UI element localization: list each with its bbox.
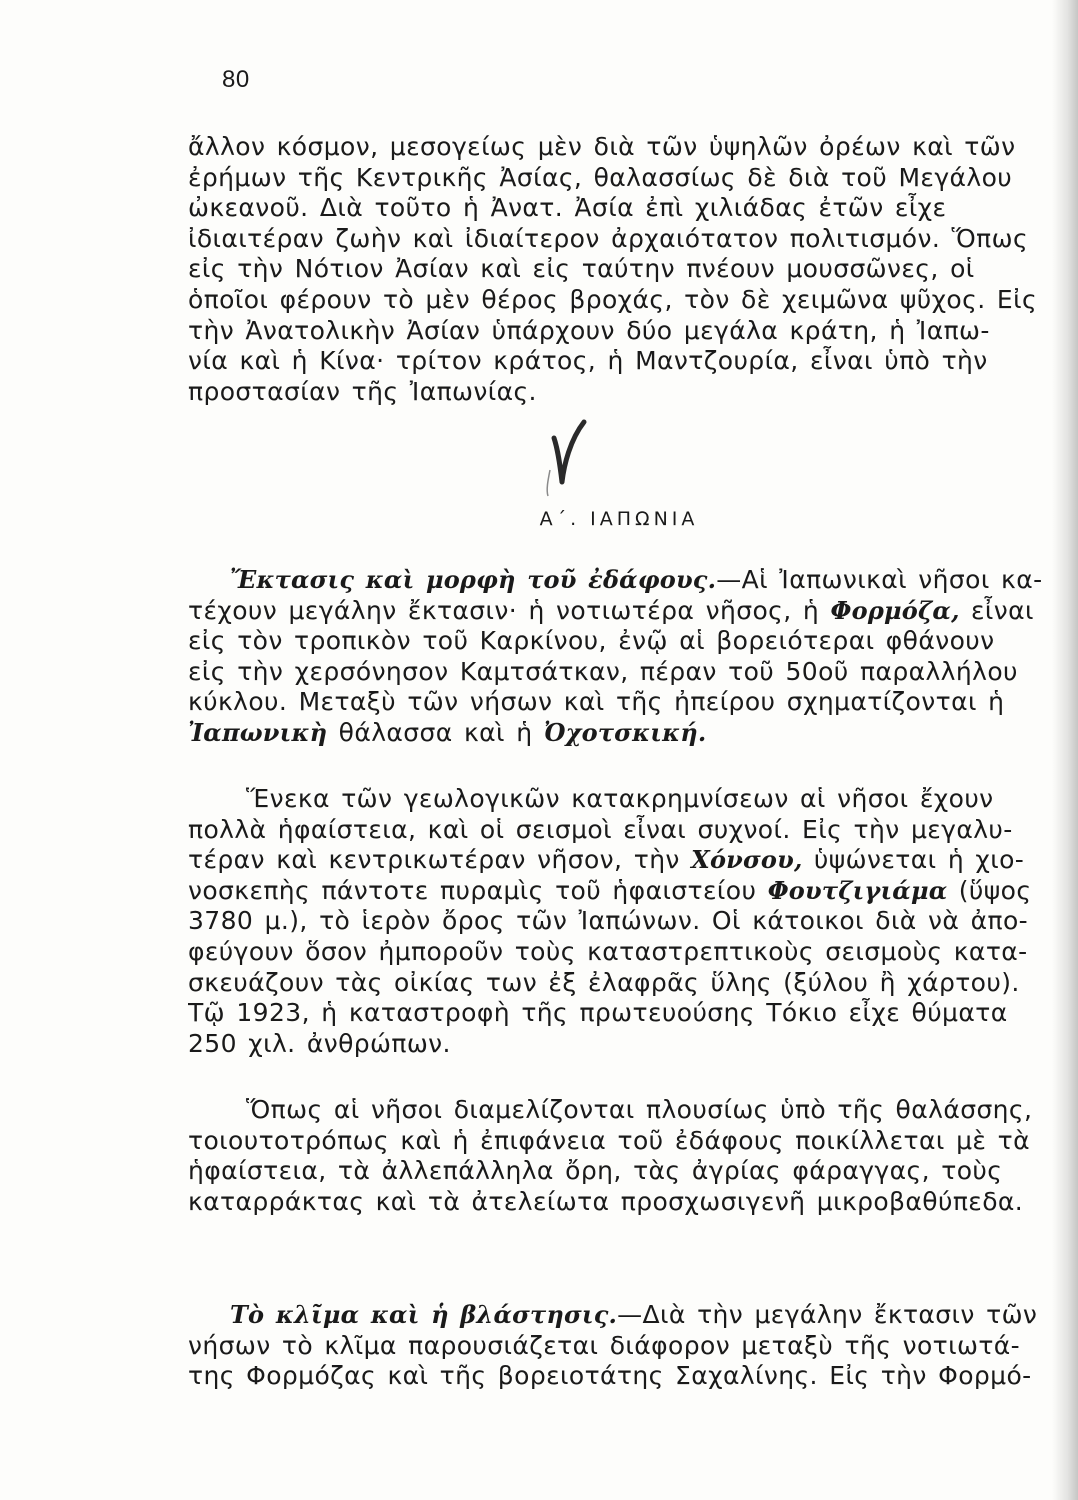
place-name: Ἰαπωνικὴ bbox=[188, 717, 328, 747]
text-line: τὴν Ἀνατολικὴν Ἀσίαν ὑπάρχουν δύο μεγάλα κράτη, ἡ Ἰαπω- bbox=[188, 315, 990, 345]
text-span: τέραν καὶ κεντρικωτέραν νῆσον, τὴν bbox=[188, 845, 692, 875]
text-line: τοιουτοτρόπως καὶ ἡ ἐπιφάνεια τοῦ ἐδάφους ποικίλλεται μὲ τὰ bbox=[188, 1125, 1030, 1155]
text-line: ἡφαίστεια, τὰ ἀλλεπάλληλα ὄρη, τὰς ἀγρίας φάραγγας, τοὺς bbox=[188, 1156, 1003, 1186]
text-line: 3780 μ.), τὸ ἱερὸν ὄρος τῶν Ἰαπώνων. Οἱ κάτοικοι διὰ νὰ ἀπο- bbox=[188, 906, 1029, 936]
text-line bbox=[188, 596, 1046, 627]
text-line: σκευάζουν τὰς οἰκίας των ἐξ ἐλαφρᾶς ὕλης (ξύλου ἢ χάρτου). bbox=[188, 967, 1020, 997]
text-line bbox=[188, 565, 1046, 596]
place-name: Χόνσου, bbox=[691, 845, 803, 875]
text-span: νοσκεπὴς πάντοτε πυραμὶς τοῦ ἡφαιστείου bbox=[188, 875, 768, 905]
paragraph-climate bbox=[188, 1300, 1046, 1392]
text-line: ἰδιαιτέραν ζωὴν καὶ ἰδιαίτερον ἀρχαιότατον πολιτισμόν. Ὅπως bbox=[188, 223, 1029, 253]
text-line: ἐρήμων τῆς Κεντρικῆς Ἀσίας, θαλασσίως δὲ διὰ τοῦ Μεγάλου bbox=[188, 162, 1013, 192]
pencil-checkmark-icon bbox=[534, 410, 594, 500]
text-span: ὑψώνεται ἡ χιο- bbox=[802, 845, 1025, 875]
text-line bbox=[188, 1300, 1046, 1331]
text-line: ὁποῖοι φέρουν τὸ μὲν θέρος βροχάς, τὸν δὲ χειμῶνα ψῦχος. Εἰς bbox=[188, 284, 1038, 314]
text-line: προστασίαν τῆς Ἰαπωνίας. bbox=[188, 376, 537, 406]
place-name: Ὀχοτσκική. bbox=[543, 717, 707, 747]
subsection-heading: Ἔκτασις καὶ μορφὴ τοῦ ἐδάφους. bbox=[230, 565, 717, 594]
text-line: καταρράκτας καὶ τὰ ἀτελείωτα προσχωσιγενῆ μικροβαθύπεδα. bbox=[188, 1186, 1024, 1216]
text-line: της Φορμόζας καὶ τῆς βορειοτάτης Σαχαλίνης. Εἰς τὴν Φορμό- bbox=[188, 1361, 1032, 1391]
text-line: νία καὶ ἡ Κίνα· τρίτον κράτος, ἡ Μαντζουρία, εἶναι ὑπὸ τὴν bbox=[188, 346, 988, 376]
text-line: κύκλου. Μεταξὺ τῶν νήσων καὶ τῆς ἠπείρου σχηματίζονται ἡ bbox=[188, 687, 1005, 717]
text-line bbox=[188, 876, 1046, 907]
paragraph-volcanoes bbox=[188, 784, 1046, 1059]
page-number: 80 bbox=[222, 66, 250, 93]
text-line: φεύγουν ὅσον ἠμποροῦν τοὺς καταστρεπτικοὺς σεισμοὺς κατα- bbox=[188, 936, 1028, 966]
text-span: —Αἱ Ἰαπωνικαὶ νῆσοι κα- bbox=[716, 565, 1043, 594]
place-name: Φορμόζα, bbox=[830, 595, 960, 625]
text-line: Τῷ 1923, ἡ καταστροφὴ τῆς πρωτευούσης Τόκιο εἶχε θύματα bbox=[188, 998, 1008, 1028]
text-line bbox=[188, 845, 1046, 876]
binding-shadow bbox=[1052, 0, 1078, 1500]
text-span: θάλασσα καὶ ἡ bbox=[327, 717, 544, 747]
text-line: Ὅπως αἱ νῆσοι διαμελίζονται πλουσίως ὑπὸ τῆς θαλάσσης, bbox=[246, 1095, 1033, 1124]
text-line: πολλὰ ἡφαίστεια, καὶ οἱ σεισμοὶ εἶναι συχνοί. Εἰς τὴν μεγαλυ- bbox=[188, 814, 1013, 844]
text-span: —Διὰ τὴν μεγάλην ἔκτασιν τῶν bbox=[617, 1300, 1038, 1329]
text-line: Ἕνεκα τῶν γεωλογικῶν κατακρημνίσεων αἱ νῆσοι ἔχουν bbox=[246, 784, 994, 813]
text-line: εἰς τὴν χερσόνησον Καμτσάτκαν, πέραν τοῦ 50οῦ παραλλήλου bbox=[188, 656, 1018, 686]
text-line: εἰς τὴν Νότιον Ἀσίαν καὶ εἰς ταύτην πνέουν μουσσῶνες, οἱ bbox=[188, 254, 975, 284]
text-span: τέχουν μεγάλην ἔκτασιν· ἡ νοτιωτέρα νῆσος, ἡ bbox=[188, 595, 831, 625]
paragraph-extent-and-shape bbox=[188, 565, 1046, 749]
text-line: ὠκεανοῦ. Διὰ τοῦτο ἡ Ἀνατ. Ἀσία ἐπὶ χιλιάδας ἐτῶν εἶχε bbox=[188, 193, 947, 223]
text-span: εἶναι bbox=[959, 595, 1034, 625]
paragraph-relief bbox=[188, 1095, 1046, 1217]
text-line bbox=[188, 718, 1046, 749]
section-heading: Α΄. ΙΑΠΩΝΙΑ bbox=[539, 508, 699, 530]
text-line: ἄλλον κόσμον, μεσογείως μὲν διὰ τῶν ὑψηλῶν ὀρέων καὶ τῶν bbox=[188, 132, 1016, 161]
text-line: εἰς τὸν τροπικὸν τοῦ Καρκίνου, ἐνῷ αἱ βορειότεραι φθάνουν bbox=[188, 626, 995, 656]
subsection-heading: Τὸ κλῖμα καὶ ἡ βλάστησις. bbox=[230, 1300, 618, 1329]
place-name: Φουτζιγιάμα bbox=[767, 875, 948, 905]
text-line: 250 χιλ. ἀνθρώπων. bbox=[188, 1028, 451, 1058]
paragraph-intro bbox=[188, 132, 1046, 407]
text-line: νήσων τὸ κλῖμα παρουσιάζεται διάφορον μεταξὺ τῆς νοτιωτά- bbox=[188, 1330, 1021, 1360]
text-span: (ὕψος bbox=[947, 875, 1032, 905]
